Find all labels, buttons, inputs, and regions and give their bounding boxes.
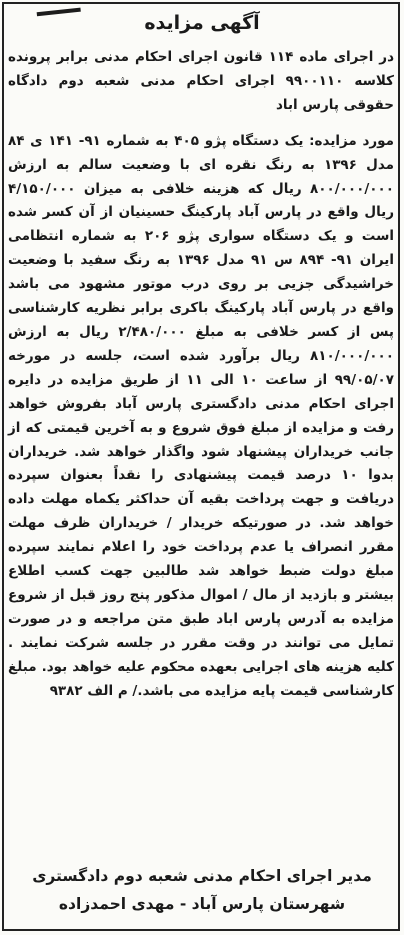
signature-line-2: شهرستان پارس آباد - مهدی احمدزاده xyxy=(58,895,346,913)
notice-title: آگهی مزایده xyxy=(144,12,260,34)
notice-main-paragraph: مورد مزایده: یک دستگاه پژو ۴۰۵ به شماره ۹۱- ۱۴۱ ی ۸۴ مدل ۱۳۹۶ به رنگ نقره ای با وضعیت سالم به ارزش ۸۰۰/۰۰۰/۰۰۰ ریال که هزینه خلافی به میزان ۴/۱۵۰/۰۰۰ ریال واقع در پارس آباد پارکینگ حسینیان از آن کسر شده است و یک دستگاه سواری پژو ۲۰۶ به شماره انتظامی ایران ۹۱- ۸۹۴ س ۹۱ مدل ۱۳۹۶ به رنگ سفید با وضعیت خراشیدگی جزیی بر روی درب موتور مشهود می باشد واقع در پارس آباد پارکینگ باکری برابر نظریه کارشناسی پس از کسر خلافی به مبلغ ۲/۴۸۰/۰۰۰ ریال به ارزش ۸۱۰/۰۰۰/۰۰۰ ریال برآورد شده است، جلسه در مورخه ۹۹/۰۵/۰۷ از ساعت ۱۰ الی ۱۱ از طریق مزایده در دایره اجرای احکام مدنی دادگستری پارس آباد بفروش خواهد رفت و مزایده از مبلغ فوق شروع و به آخرین قیمتی که از جانب خریداران پیشنهاد شود واگذار خواهد شد. خریداران بدوا ۱۰ درصد قیمت پیشنهادی را نقداً بعنوان سپرده دریافت و جهت پرداخت بقیه آن حداکثر یکماه مهلت داده خواهد شد. در صورتیکه خریدار / خریداران ظرف مهلت مقرر انصراف یا عدم پرداخت خود را اعلام نمایند سپرده مبلغ دولت ضبط خواهد شد طالبین جهت کسب اطلاع بیشتر و بازدید از مال / اموال مذکور پنج روز قبل از شروع مزایده به آدرس پارس اباد طبق متن مراجعه و در صورت تمایل می توانند در وقت مقرر در جلسه شرکت نمایند . کلیه هزینه های اجرایی بعهده محکوم علیه خواهد بود. مبلغ کارشناسی قیمت پایه مزایده می باشد./ م الف ۹۳۸۲ xyxy=(8,132,394,699)
notice-body xyxy=(8,46,394,703)
signature-line-1: مدیر اجرای احکام مدنی شعبه دوم دادگستری xyxy=(32,867,372,885)
notice-signature xyxy=(6,862,398,918)
notice-intro-paragraph: در اجرای ماده ۱۱۴ قانون اجرای احکام مدنی برابر پرونده کلاسه ۹۹۰۰۱۱۰ اجرای احکام مدنی شعبه دوم دادگاه حقوقی پارس اباد xyxy=(8,49,394,113)
